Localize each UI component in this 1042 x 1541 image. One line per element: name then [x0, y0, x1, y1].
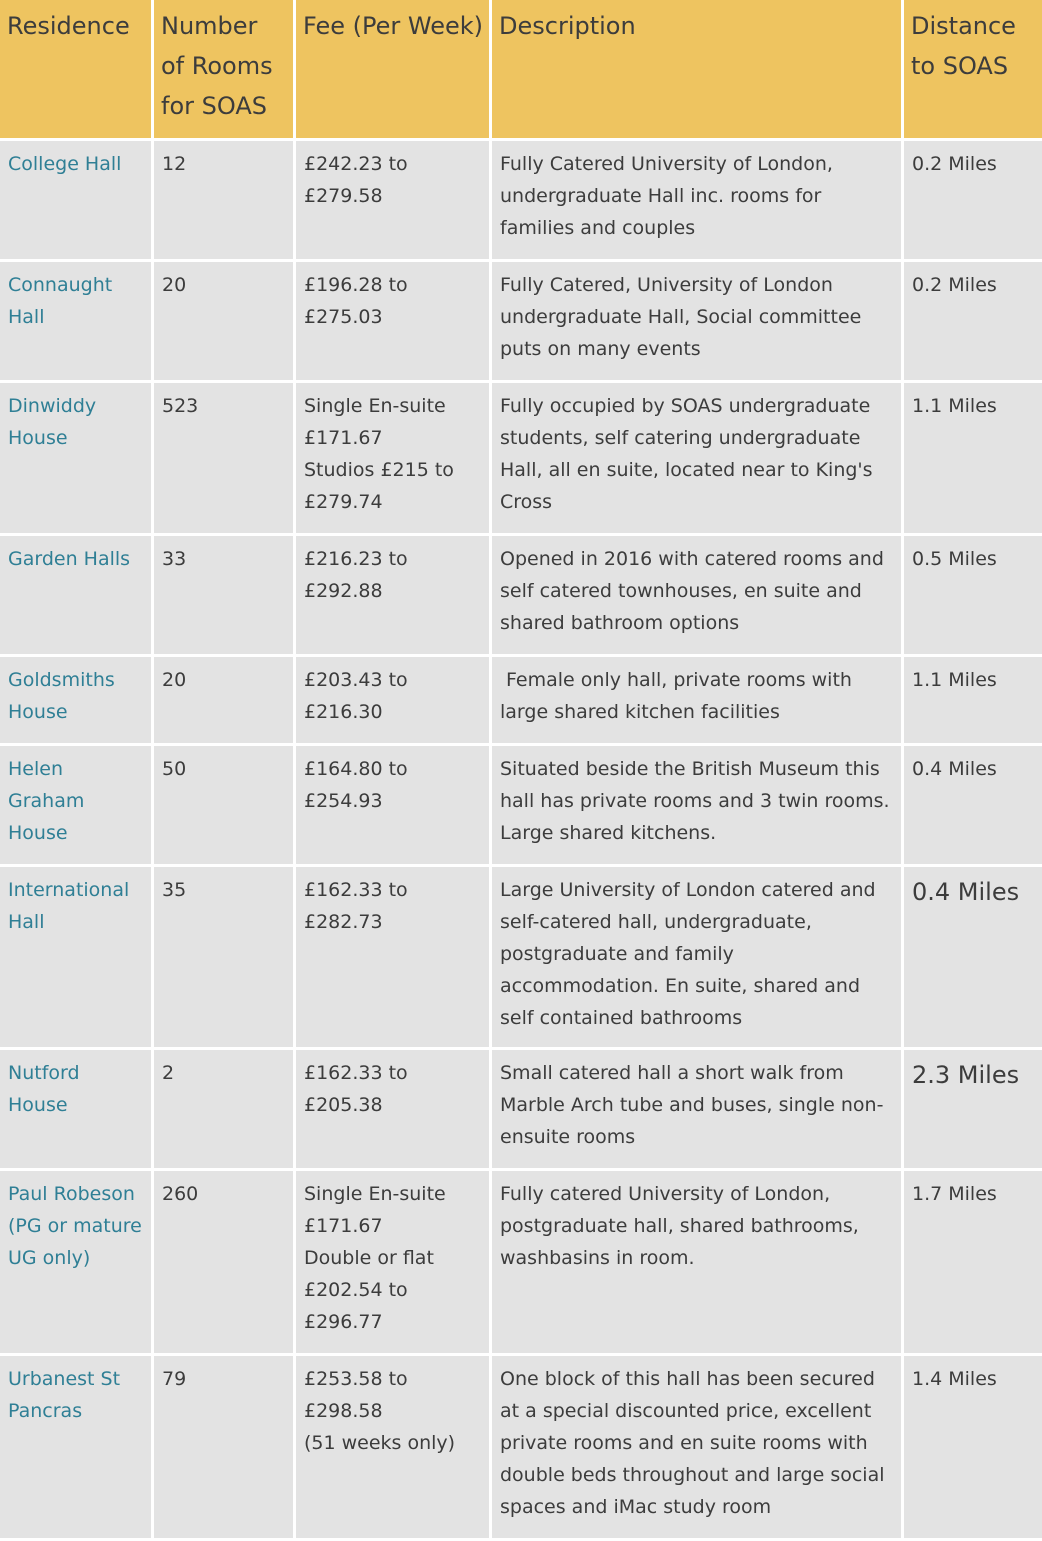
rooms-cell: 79 [154, 1356, 293, 1538]
residence-link[interactable]: Garden Halls [8, 548, 131, 570]
table-row [0, 746, 1042, 864]
residence-link[interactable]: Helen Graham House [8, 758, 85, 844]
residence-cell [0, 262, 151, 380]
table-row [0, 262, 1042, 380]
header-row [0, 0, 1042, 138]
table-row [0, 141, 1042, 259]
distance-cell: 0.2 Miles [904, 262, 1042, 380]
rooms-cell: 50 [154, 746, 293, 864]
distance-cell: 0.4 Miles [904, 867, 1042, 1047]
residence-cell [0, 746, 151, 864]
description-cell: Fully catered University of London, postgraduate hall, shared bathrooms, washbasins in room. [492, 1171, 901, 1353]
rooms-cell: 2 [154, 1050, 293, 1168]
distance-cell: 1.1 Miles [904, 383, 1042, 533]
residence-link[interactable]: Connaught Hall [8, 274, 113, 328]
header-rooms: Number of Rooms for SOAS [154, 0, 293, 138]
fee-cell: £162.33 to £205.38 [296, 1050, 489, 1168]
rooms-cell: 523 [154, 383, 293, 533]
residence-cell [0, 536, 151, 654]
table-row [0, 867, 1042, 1047]
residence-cell [0, 1171, 151, 1353]
fee-cell: £242.23 to £279.58 [296, 141, 489, 259]
fee-cell: Single En-suite £171.67 Double or flat £202.54 to £296.77 [296, 1171, 489, 1353]
residence-cell [0, 141, 151, 259]
fee-cell: £253.58 to £298.58 (51 weeks only) [296, 1356, 489, 1538]
residence-link[interactable]: Nutford House [8, 1062, 80, 1116]
description-cell: Fully Catered, University of London undergraduate Hall, Social committee puts on many events [492, 262, 901, 380]
rooms-cell: 35 [154, 867, 293, 1047]
distance-cell: 0.4 Miles [904, 746, 1042, 864]
residence-link[interactable]: Dinwiddy House [8, 395, 97, 449]
fee-cell: £162.33 to £282.73 [296, 867, 489, 1047]
table-row [0, 1050, 1042, 1168]
rooms-cell: 12 [154, 141, 293, 259]
residence-link[interactable]: Goldsmiths House [8, 669, 115, 723]
distance-cell: 1.7 Miles [904, 1171, 1042, 1353]
distance-cell: 0.5 Miles [904, 536, 1042, 654]
description-cell: Fully occupied by SOAS undergraduate students, self catering undergraduate Hall, all en suite, located near to King's Cross [492, 383, 901, 533]
table-row [0, 536, 1042, 654]
table-row [0, 383, 1042, 533]
header-fee: Fee (Per Week) [296, 0, 489, 138]
description-cell: Small catered hall a short walk from Marble Arch tube and buses, single non-ensuite rooms [492, 1050, 901, 1168]
residence-cell [0, 657, 151, 743]
rooms-cell: 260 [154, 1171, 293, 1353]
fee-cell: £216.23 to £292.88 [296, 536, 489, 654]
table-row [0, 1356, 1042, 1538]
fee-cell: £196.28 to £275.03 [296, 262, 489, 380]
distance-cell: 0.2 Miles [904, 141, 1042, 259]
header-residence: Residence [0, 0, 151, 138]
description-cell: Fully Catered University of London, undergraduate Hall inc. rooms for families and couples [492, 141, 901, 259]
fee-cell: Single En-suite £171.67 Studios £215 to £279.74 [296, 383, 489, 533]
header-description: Description [492, 0, 901, 138]
distance-cell: 1.4 Miles [904, 1356, 1042, 1538]
description-cell: One block of this hall has been secured at a special discounted price, excellent private rooms and en suite rooms with double beds throughout and large social spaces and iMac study room [492, 1356, 901, 1538]
fee-cell: £203.43 to £216.30 [296, 657, 489, 743]
residence-link[interactable]: College Hall [8, 153, 122, 175]
residence-link[interactable]: International Hall [8, 879, 130, 933]
table-row [0, 657, 1042, 743]
header-distance: Distance to SOAS [904, 0, 1042, 138]
residence-cell [0, 867, 151, 1047]
residence-link[interactable]: Paul Robeson (PG or mature UG only) [8, 1183, 142, 1269]
fee-cell: £164.80 to £254.93 [296, 746, 489, 864]
description-cell: Large University of London catered and self-catered hall, undergraduate, postgraduate and family accommodation. En suite, shared and self contained bathrooms [492, 867, 901, 1047]
residence-link[interactable]: Urbanest St Pancras [8, 1368, 121, 1422]
residence-cell [0, 1050, 151, 1168]
distance-cell: 1.1 Miles [904, 657, 1042, 743]
rooms-cell: 33 [154, 536, 293, 654]
distance-cell: 2.3 Miles [904, 1050, 1042, 1168]
description-cell: Opened in 2016 with catered rooms and self catered townhouses, en suite and shared bathroom options [492, 536, 901, 654]
residence-cell [0, 383, 151, 533]
description-cell: Female only hall, private rooms with large shared kitchen facilities [492, 657, 901, 743]
rooms-cell: 20 [154, 657, 293, 743]
table-row [0, 1171, 1042, 1353]
residence-cell [0, 1356, 151, 1538]
rooms-cell: 20 [154, 262, 293, 380]
description-cell: Situated beside the British Museum this hall has private rooms and 3 twin rooms. Large shared kitchens. [492, 746, 901, 864]
